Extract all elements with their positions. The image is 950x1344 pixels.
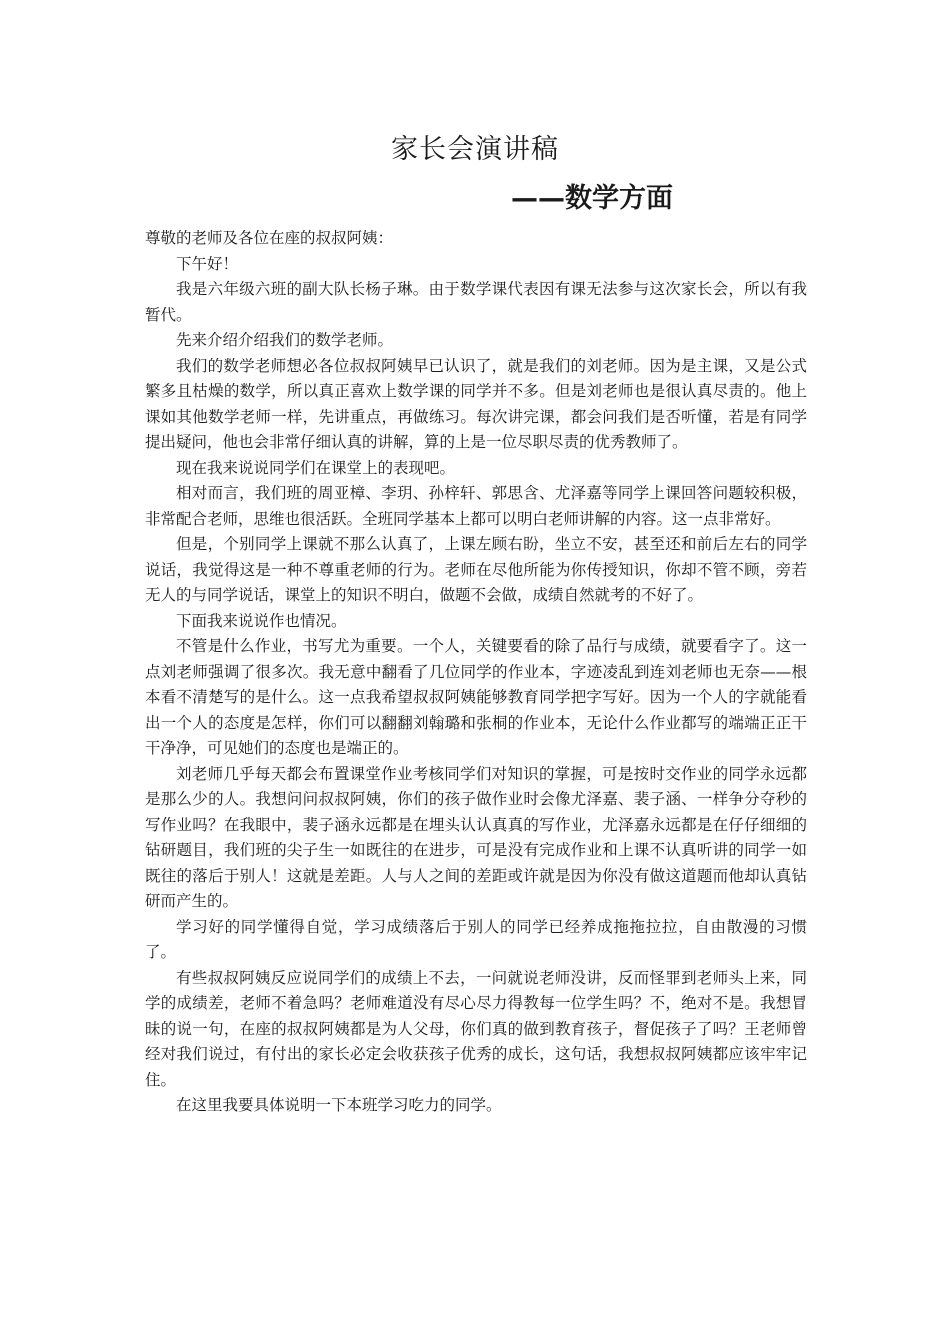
paragraph-homework-heading: 下面我来说说作也情况。	[176, 611, 347, 630]
document-body	[145, 226, 807, 1119]
paragraph-self-introduction: 我是六年级六班的副大队长杨子琳。由于数学课代表因有课无法参与这次家长会，所以有我暂代。	[145, 280, 807, 324]
paragraph-teacher-intro-heading: 先来介绍介绍我们的数学老师。	[176, 331, 394, 349]
paragraph-parents-responsibility: 有些叔叔阿姨反应说同学们的成绩上不去，一问就说老师没讲，反而怪罪到老师头上来，同学的成绩差，老师不着急吗？老师难道没有尽心尽力得教每一位学生吗？不，绝对不是。我想冒昧的说一句，在座的叔叔阿姨都是为人父母，你们真的做到教育孩子，督促孩子了吗？王老师曾经对我们说过，有付出的家长必定会收获孩子优秀的成长，这句话，我想叔叔阿姨都应该牢牢记住。	[145, 968, 807, 1089]
salutation: 尊敬的老师及各位在座的叔叔阿姨：	[145, 229, 394, 247]
paragraph-homework-submission: 刘老师几乎每天都会布置课堂作业考核同学们对知识的掌握，可是按时交作业的同学永远都是那么少的人。我想问问叔叔阿姨，你们的孩子做作业时会像尤泽嘉、裴子涵、一样争分夺秒的写作业吗？在我眼中，裴子涵永远都是在埋头认认真真的写作业，尤泽嘉永远都是在仔仔细细的钻研题目，我们班的尖子生一如既往的在进步，可是没有完成作业和上课不认真听讲的同学一如既往的落后于别人！这就是差距。人与人之间的差距或许就是因为你没有做这道题而他却认真钻研而产生的。	[145, 764, 807, 910]
paragraph-teacher-description: 我们的数学老师想必各位叔叔阿姨早已认识了，就是我们的刘老师。因为是主课，又是公式繁多且枯燥的数学，所以真正喜欢上数学课的同学并不多。但是刘老师也是很认真尽责的。他上课如其他数学老师一样，先讲重点，再做练习。每次讲完课，都会问我们是否听懂，若是有同学提出疑问，他也会非常仔细认真的讲解，算的上是一位尽职尽责的优秀教师了。	[145, 356, 807, 451]
document-subtitle: ——数学方面	[511, 183, 673, 214]
document-title: 家长会演讲稿	[391, 134, 559, 165]
paragraph-greeting: 下午好！	[176, 254, 239, 273]
paragraph-inattentive-students: 但是，个别同学上课就不那么认真了，上课左顾右盼，坐立不安，甚至还和前后左右的同学说话，我觉得这是一种不尊重老师的行为。老师在尽他所能为你传授知识，你却不管不顾，旁若无人的与同学说话，课堂上的知识不明白，做题不会做，成绩自然就考的不好了。	[145, 535, 807, 604]
paragraph-self-discipline: 学习好的同学懂得自觉，学习成绩落后于别人的同学已经养成拖拖拉拉，自由散漫的习惯了。	[145, 917, 807, 961]
paragraph-active-students: 相对而言，我们班的周亚樟、李玥、孙梓轩、郭思含、尤泽嘉等同学上课回答问题较积极，非常配合老师，思维也很活跃。全班同学基本上都可以明白老师讲解的内容。这一点非常好。	[145, 484, 807, 528]
paragraph-handwriting: 不管是什么作业，书写尤为重要。一个人，关键要看的除了品行与成绩，就要看字了。这一点刘老师强调了很多次。我无意中翻看了几位同学的作业本，字迹凌乱到连刘老师也无奈——根本看不清楚写的是什么。这一点我希望叔叔阿姨能够教育同学把字写好。因为一个人的字就能看出一个人的态度是怎样，你们可以翻翻刘翰璐和张桐的作业本，无论什么作业都写的端端正正干干净净，可见她们的态度也是端正的。	[145, 637, 807, 757]
paragraph-classroom-heading: 现在我来说说同学们在课堂上的表现吧。	[176, 458, 456, 477]
paragraph-struggling-students: 在这里我要具体说明一下本班学习吃力的同学。	[176, 1096, 502, 1114]
